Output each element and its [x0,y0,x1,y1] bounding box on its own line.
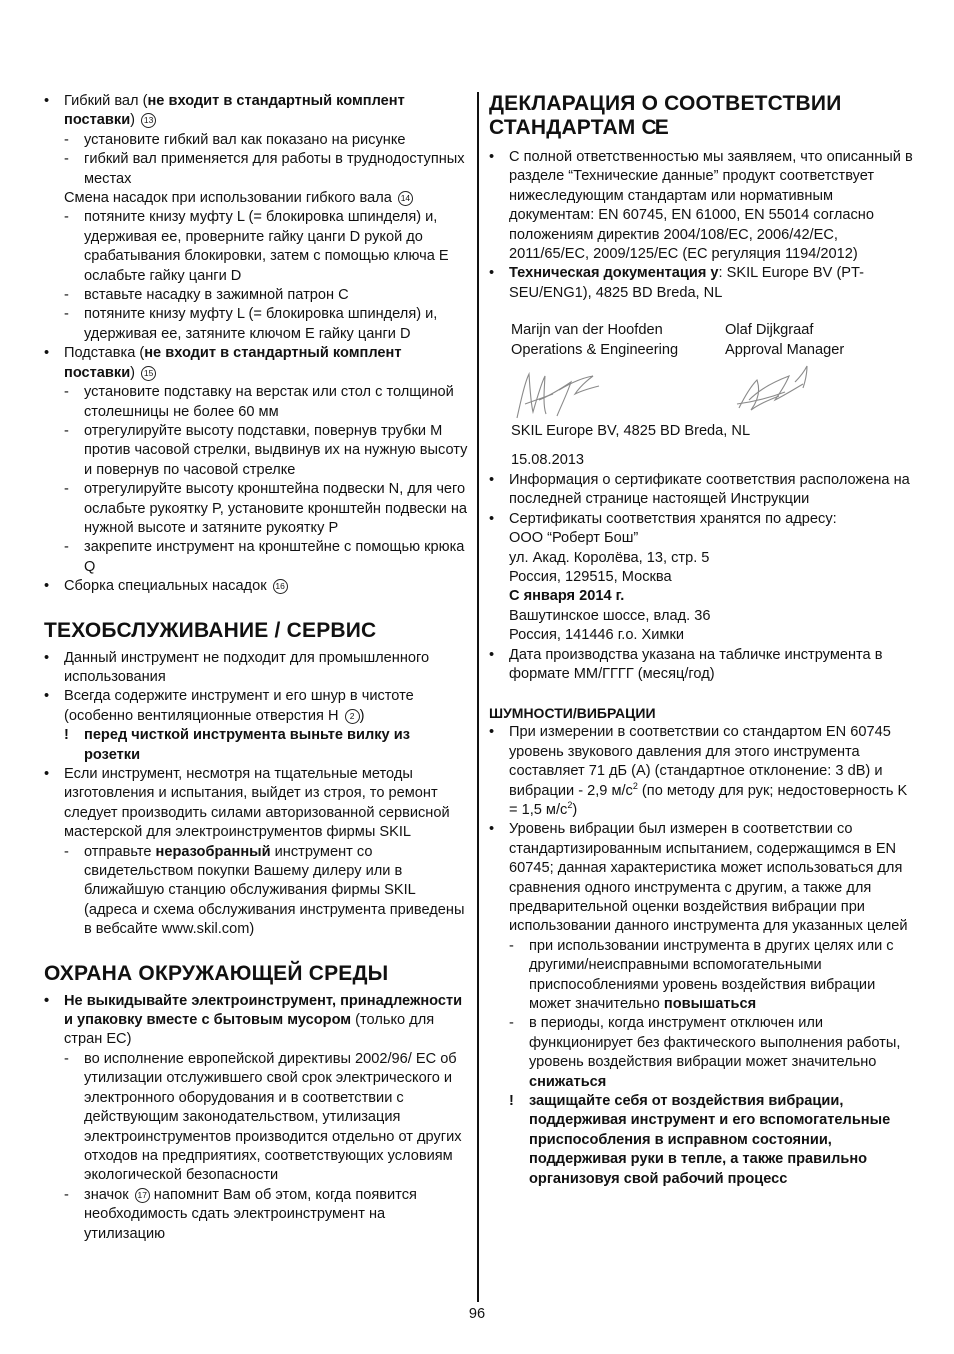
page-number: 96 [468,1306,486,1322]
list-item-special-attachments: • Сборка специальных насадок 16 [44,577,468,596]
signatories [489,321,914,360]
sub-item: - потяните книзу муфту L (= блокировка шпинделя) и, удерживая ее, затяните ключом E гайку цанги D [64,306,438,342]
warning-item: ! перед чисткой инструмента выньте вилку из розетки [64,727,410,763]
right-column [489,92,914,1189]
figure-ref-15: 15 [141,366,156,381]
address-line: ул. Акад. Королёва, 13, стр. 5 [509,549,710,566]
heading-noise-vibration: ШУМНОСТИ/ВИБРАЦИИ [489,705,656,722]
signer-2-title: Approval Manager [725,341,845,358]
address-line: С января 2014 г. [509,588,625,605]
column-divider [477,92,479,1302]
signer-2-name: Olaf Dijkgraaf [725,322,814,339]
figure-ref-13: 13 [141,113,156,128]
list-item: • Дата производства указана на табличке инструмента в формате ММ/ГГГГ (месяц/год) [489,646,883,682]
sub-item: - гибкий вал применяется для работы в труднодоступных местах [64,151,465,187]
sub-item: - во исполнение европейской директивы 2002/96/ ЕС об утилизации отслужившего свой срок электрического и электронного оборудования и в соответствии с действующим законодательством, утилизация электроинструментов производится отдельно от других отходов на предприятиях, соответствующих условиям экологической безопасности [64,1050,462,1184]
list-item: • Всегда содержите инструмент и его шнур в чистоте (особенно вентиляционные отверстия H 2 ) [44,688,414,724]
figure-ref-16: 16 [273,579,288,594]
address-line: ООО “Роберт Бош” [509,530,639,547]
sub-item: - при использовании инструмента в других целях или с другими/неисправными вспомогательными приспособлениями уровень воздействия вибрации может значительно повышаться [509,937,894,1013]
list-item-stand: • Подставка (не входит в стандартный комплент поставки) 15 [44,345,402,381]
heading-declaration: ДЕКЛАРАЦИЯ О СООТВЕТСТВИИ СТАНДАРТАМ CE [489,92,842,139]
figure-ref-17: 17 [135,1188,150,1203]
list-item: • Информация о сертификате соответствия расположена на последней странице настоящей Инструкции [489,471,910,508]
signer-1-title: Operations & Engineering [511,341,679,358]
company-address: SKIL Europe BV, 4825 BD Breda, NL [511,423,751,440]
list-item: • Данный инструмент не подходит для промышленного использования [44,649,430,685]
bullet: • [44,93,50,109]
address-line: Россия, 141446 г.о. Химки [509,627,684,644]
list-item: • Сертификаты соответствия хранятся по адресу: [489,510,837,527]
signatures [489,360,914,436]
list-item: • При измерении в соответствии со стандартом EN 60745 уровень звукового давления для этого инструмента составляет 71 дБ (A) (стандартное отклонение: 3 dB) и вибрации - 2,9 $м/с^2$ (по методу для рук; недостоверность K = 1,5 $м/с^2$) [489,724,908,818]
figure-ref-14: 14 [398,191,413,206]
list-item: • Не выкидывайте электроинструмент, принадлежности и упаковку вместе с бытовым мусором (только для стран ЕС) [44,992,463,1048]
signature-1 [517,374,599,418]
ce-mark-icon: CE [641,116,667,139]
figure-ref-2: 2 [345,709,360,724]
sub-item: - в периоды, когда инструмент отключен или функционирует без фактического выполнения работы, уровень воздействия вибрации может значительно снижаться [509,1015,901,1090]
heading-environment: ОХРАНА ОКРУЖАЮЩЕЙ СРЕДЫ [44,961,389,985]
sub-item: - установите гибкий вал как показано на рисунке [64,131,406,148]
list-item: • Уровень вибрации был измерен в соответствии со стандартизированным испытанием, содержащимся в EN 60745; данная характеристика может использоваться для сравнения одного инструмента с другим, а также для предварительной оценки воздействия вибрации при использовании данного инструмента для указанных целей [489,821,908,935]
list-item: • Если инструмент, несмотря на тщательные методы изготовления и испытания, выйдет из строя, то ремонт следует производить силами авторизованной сервисной мастерской для электроинструментов фирмы SKIL [44,766,450,841]
list-item: • С полной ответственностью мы заявляем, что описанный в разделе “Технические данные” продукт соответствует нижеследующим стандартам или нормативным документам: EN 60745, EN 61000, EN 55014 согласно положениям директив 2004/108/EC, 2006/42/EC, 2011/65/EC, 2009/125/EC (ЕС регуляция 1194/2012) [489,149,913,263]
plain-text: Смена насадок при использовании гибкого вала 14 [44,189,468,208]
sub-item: - закрепите инструмент на кронштейне с помощью крюка Q [64,539,465,575]
heading-service: ТЕХОБСЛУЖИВАНИЕ / СЕРВИС [44,618,377,642]
address-line: Россия, 129515, Москва [509,568,672,585]
sub-item: - вставьте насадку в зажимной патрон C [64,287,349,304]
signature-images [489,360,914,436]
sub-item: - установите подставку на верстак или стол с толщиной столешницы не более 60 мм [64,384,454,420]
list-item: • Техническая документация у: SKIL Europe BV (PT-SEU/ENG1), 4825 BD Breda, NL [489,265,865,301]
declaration-date: 15.08.2013 [511,452,585,469]
signature-2 [737,366,807,410]
left-column [44,92,468,1244]
address-line: Вашутинское шоссе, влад. 36 [509,607,711,624]
sub-item: - отправьте неразобранный инструмент со свидетельством покупки Вашему дилеру или в ближайшую станцию обслуживания фирмы SKIL (адреса и схема обслуживания инструмента приведены в вебсайте www.skil.com) [64,843,465,938]
list-item-flexible-shaft: • Гибкий вал (не входит в стандартный комплент поставки) 13 [44,93,405,129]
sub-item: - потяните книзу муфту L (= блокировка шпинделя) и, удерживая ее, проверните гайку цанги D рукой до срабатывания блокировки, затем с помощью ключа E ослабьте гайку цанги D [64,209,449,284]
warning-item: ! защищайте себя от воздействия вибрации, поддерживая инструмент и его вспомогательные приспособления в исправном состоянии, поддерживая руки в тепле, а также правильно организовуя свой рабочий процесс [509,1093,891,1187]
sub-item: - отрегулируйте высоту подставки, повернув трубки M против часовой стрелки, выдвинув их на нужную высоту и повернув по часовой стрелке [64,422,468,478]
sub-item: - отрегулируйте высоту кронштейна подвески N, для чего ослабьте рукоятку P, установите кронштейн подвески на нужной высоте и затяните рукоятку P [64,481,468,536]
sub-item: - значок 17 напомнит Вам об этом, когда появится необходимость сдать электроинструмент на утилизацию [64,1186,417,1242]
signer-1-name: Marijn van der Hoofden [511,322,663,339]
